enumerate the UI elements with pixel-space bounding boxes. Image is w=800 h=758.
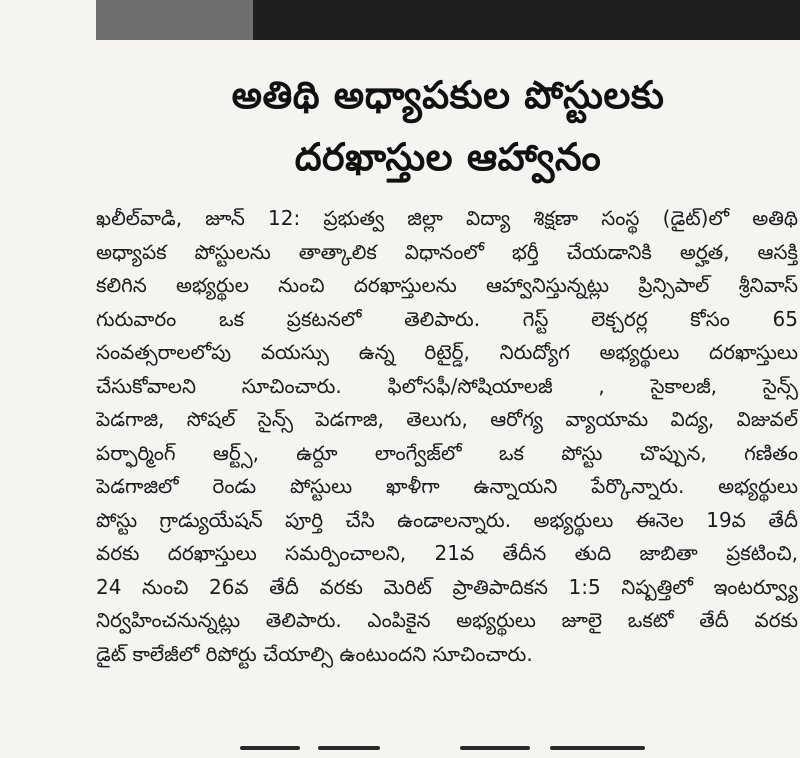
article-line: గురువారం ఒక ప్రకటనలో తెలిపారు. గెస్ట్ లెక్చరర్ల కోసం 65 xyxy=(96,306,798,331)
article-line: 24 నుంచి 26వ తేదీ వరకు మెరిట్ ప్రాతిపాదికన 1:5 నిష్పత్తిలో ఇంటర్వ్యూ xyxy=(96,574,798,599)
cropped-text-fragment xyxy=(318,746,380,750)
cropped-text-fragment xyxy=(460,746,530,750)
article-line: ఖలీల్‌వాడి, జూన్ 12: ప్రభుత్వ జిల్లా విద్యా శిక్షణా సంస్థ (డైట్)లో అతిథి xyxy=(96,206,798,230)
article-line: పర్ఫార్మింగ్ ఆర్ట్స్, ఉర్దూ లాంగ్వేజ్‌లో ఒక పోస్టు చొప్పున, గణితం xyxy=(96,440,798,465)
article-line: కలిగిన అభ్యర్థుల నుంచి దరఖాస్తులను ఆహ్వానిస్తున్నట్లు ప్రిన్సిపాల్ శ్రీనివాస్ xyxy=(96,273,798,297)
headline-line-1: అతిథి అధ్యాపకుల పోస్టులకు xyxy=(231,73,665,117)
top-header-band xyxy=(0,0,800,40)
header-band-light-segment xyxy=(96,0,253,40)
headline-line-2: దరఖాస్తుల ఆహ్వానం xyxy=(294,135,602,179)
article-line: డైట్ కాలేజీలో రిపోర్టు చేయాల్సి ఉంటుందని సూచించారు. xyxy=(96,641,533,666)
article-line: అధ్యాపక పోస్టులను తాత్కాలిక విధానంలో భర్తీ చేయడానికి అర్హత, ఆసక్తి xyxy=(96,239,798,264)
article-line: వరకు దరఖాస్తులు సమర్పించాలని, 21వ తేదీన తుది జాబితా ప్రకటించి, xyxy=(96,541,798,565)
cropped-text-fragment xyxy=(240,746,300,750)
article-line: సంవత్సరాలలోపు వయస్సు ఉన్న రిటైర్డ్, నిరుద్యోగ అభ్యర్థులు దరఖాస్తులు xyxy=(96,340,798,364)
article-line: పెడగాజిలో రెండు పోస్టులు ఖాళీగా ఉన్నాయని పేర్కొన్నారు. అభ్యర్థులు xyxy=(96,474,798,498)
article-line: పోస్టు గ్రాడ్యుయేషన్ పూర్తి చేసి ఉండాలన్నారు. అభ్యర్థులు ఈనెల 19వ తేదీ xyxy=(96,507,798,532)
article-line: చేసుకోవాలని సూచించారు. ఫిలోసఫీ/సోషియాలజీ , సైకాలజీ, సైన్స్ xyxy=(96,373,798,398)
article-line: నిర్వహించనున్నట్లు తెలిపారు. ఎంపికైన అభ్యర్థులు జూలై ఒకటో తేదీ వరకు xyxy=(96,608,798,632)
article-body xyxy=(96,202,798,671)
cropped-text-fragment xyxy=(550,746,645,750)
header-band-dark-segment xyxy=(253,0,800,40)
article-line: పెడగాజి, సోషల్ సైన్స్ పెడగాజి, తెలుగు, ఆరోగ్య వ్యాయామ విద్య, విజువల్ xyxy=(96,407,798,431)
